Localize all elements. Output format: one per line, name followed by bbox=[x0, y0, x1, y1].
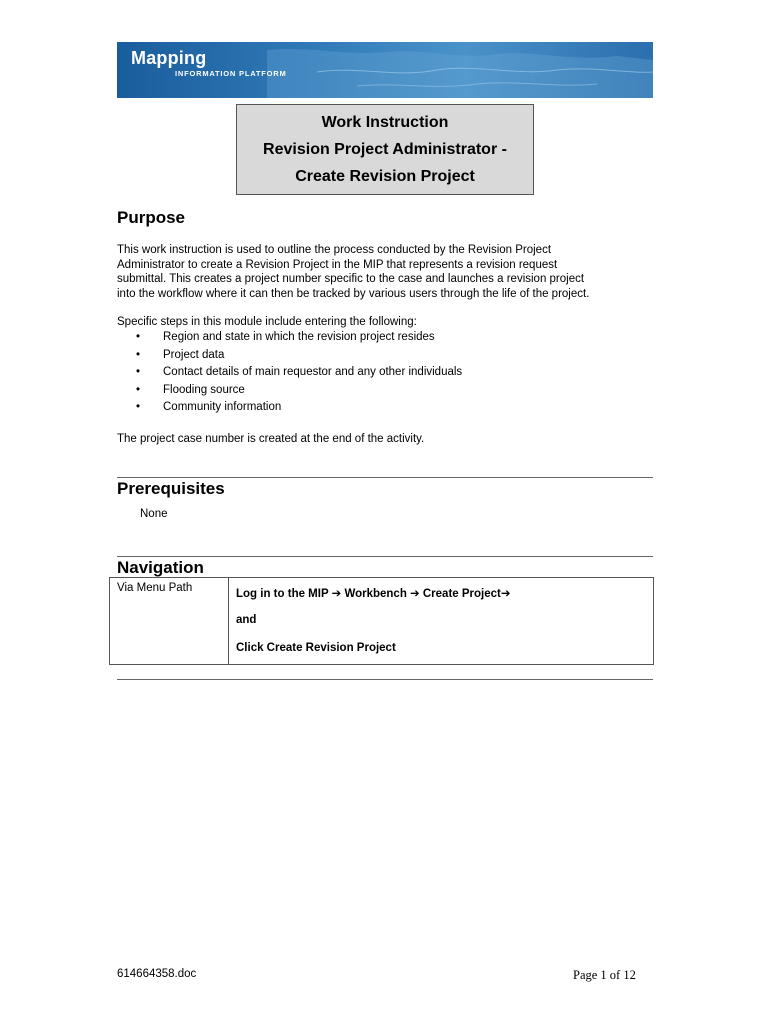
navigation-click: Click Create Revision Project bbox=[236, 642, 396, 654]
navigation-and: and bbox=[236, 614, 257, 626]
steps-intro: Specific steps in this module include entering the following: bbox=[117, 316, 417, 328]
purpose-line: submittal. This creates a project number specific to the case and launches a revision project bbox=[117, 273, 585, 285]
purpose-line: Administrator to create a Revision Project in the MIP that represents a revision request bbox=[117, 258, 558, 271]
list-item: • Region and state in which the revision project resides bbox=[136, 331, 435, 343]
purpose-paragraph bbox=[117, 243, 657, 301]
title-box bbox=[236, 104, 534, 195]
section-divider bbox=[117, 679, 653, 680]
banner-subtitle: INFORMATION PLATFORM bbox=[175, 69, 287, 78]
section-divider bbox=[117, 477, 653, 478]
navigation-heading: Navigation bbox=[117, 558, 204, 577]
list-item: • Community information bbox=[136, 401, 282, 413]
purpose-heading: Purpose bbox=[117, 208, 186, 227]
purpose-line: This work instruction is used to outline the process conducted by the Revision Project bbox=[117, 244, 552, 256]
bullet-icon: • bbox=[136, 348, 141, 361]
title-line-2: Revision Project Administrator - bbox=[263, 141, 507, 158]
list-item: • Contact details of main requestor and any other individuals bbox=[136, 366, 463, 378]
title-line-3: Create Revision Project bbox=[295, 168, 475, 185]
prerequisites-value: None bbox=[140, 508, 168, 520]
title-line-1: Work Instruction bbox=[321, 114, 449, 131]
navigation-path-cell bbox=[236, 586, 511, 670]
list-item: • Flooding source bbox=[136, 383, 245, 396]
list-item: • Project data bbox=[136, 348, 225, 361]
section-divider bbox=[117, 556, 653, 557]
purpose-line: into the workflow where it can then be tracked by various users through the life of the project. bbox=[117, 287, 590, 300]
navigation-label-cell bbox=[110, 578, 229, 664]
bullet-icon: • bbox=[136, 366, 141, 378]
navigation-table bbox=[109, 577, 654, 665]
bullet-icon: • bbox=[136, 401, 141, 413]
footer-filename: 614664358.doc bbox=[117, 968, 197, 980]
mip-banner bbox=[117, 42, 653, 98]
banner-title: Mapping bbox=[131, 48, 207, 68]
navigation-label: Via Menu Path bbox=[117, 582, 193, 594]
closing-sentence: The project case number is created at the end of the activity. bbox=[117, 433, 425, 445]
bullet-icon: • bbox=[136, 331, 141, 343]
footer-page-number: Page 1 of 12 bbox=[573, 968, 636, 982]
steps-list bbox=[117, 331, 462, 419]
prerequisites-heading: Prerequisites bbox=[117, 479, 225, 498]
navigation-path: Log in to the MIP ➔ Workbench ➔ Create Project➔ bbox=[236, 588, 511, 600]
bullet-icon: • bbox=[136, 383, 141, 396]
